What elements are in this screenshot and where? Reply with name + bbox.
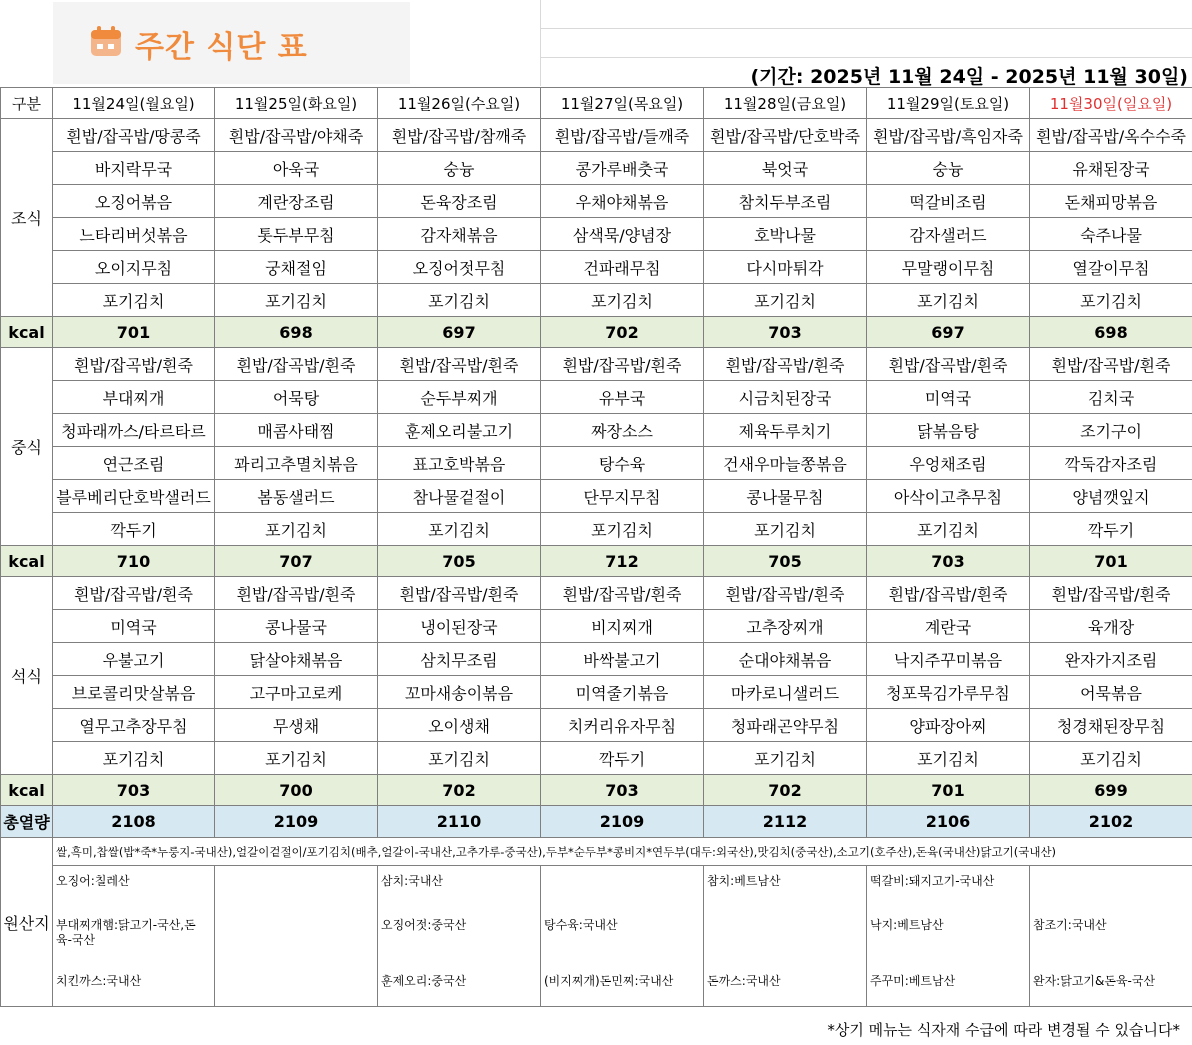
menu-item: 포기김치 (704, 513, 867, 546)
kcal-value: 697 (378, 317, 541, 348)
menu-item: 흰밥/잡곡밥/흰죽 (1030, 348, 1192, 381)
dinner-row (1, 676, 1192, 709)
menu-item: 완자가지조림 (1030, 643, 1192, 676)
breakfast-label: 조식 (1, 119, 53, 317)
menu-item: 삼치무조림 (378, 643, 541, 676)
origin-item: 부대찌개햄:닭고기-국산,돈육-국산 (56, 918, 196, 947)
menu-item: 흰밥/잡곡밥/단호박죽 (704, 119, 867, 152)
menu-item: 닭살야채볶음 (215, 643, 378, 676)
menu-item: 흰밥/잡곡밥/흰죽 (378, 577, 541, 610)
logo-banner (53, 2, 410, 84)
menu-item: 청포묵김가루무침 (867, 676, 1030, 709)
origin-common-row (1, 838, 1192, 866)
kcal-label: kcal (1, 775, 53, 806)
lunch-row (1, 447, 1192, 480)
menu-item: 블루베리단호박샐러드 (53, 480, 215, 513)
menu-item: 양파장아찌 (867, 709, 1030, 742)
kcal-value: 701 (53, 317, 215, 348)
menu-item: 깍두기 (1030, 513, 1192, 546)
menu-item: 청파래까스/타르타르 (53, 414, 215, 447)
menu-item: 톳두부무침 (215, 218, 378, 251)
menu-item: 오이지무침 (53, 251, 215, 284)
menu-item: 포기김치 (378, 742, 541, 775)
menu-item: 짜장소스 (541, 414, 704, 447)
menu-item: 흰밥/잡곡밥/들깨죽 (541, 119, 704, 152)
kcal-value: 698 (215, 317, 378, 348)
total-value: 2109 (215, 806, 378, 838)
menu-item: 콩나물무침 (704, 480, 867, 513)
menu-item: 미역국 (867, 381, 1030, 414)
menu-item: 어묵볶음 (1030, 676, 1192, 709)
lunch-label: 중식 (1, 348, 53, 546)
kcal-value: 701 (867, 775, 1030, 806)
menu-item: 바지락무국 (53, 152, 215, 185)
menu-item: 포기김치 (215, 284, 378, 317)
menu-item: 흰밥/잡곡밥/흰죽 (704, 348, 867, 381)
menu-item: 흰밥/잡곡밥/땅콩죽 (53, 119, 215, 152)
origin-days-row (1, 866, 1192, 1007)
origin-item: (비지찌개)돈민찌:국내산 (544, 974, 674, 988)
menu-item: 느타리버섯볶음 (53, 218, 215, 251)
breakfast-row (1, 152, 1192, 185)
menu-item: 육개장 (1030, 610, 1192, 643)
menu-item: 포기김치 (53, 742, 215, 775)
kcal-value: 703 (541, 775, 704, 806)
menu-item: 꼬마새송이볶음 (378, 676, 541, 709)
menu-item: 닭볶음탕 (867, 414, 1030, 447)
menu-item: 바싹불고기 (541, 643, 704, 676)
menu-item: 우채야채볶음 (541, 185, 704, 218)
menu-item: 북엇국 (704, 152, 867, 185)
day-header: 11월26일(수요일) (378, 88, 541, 119)
menu-item: 흰밥/잡곡밥/흰죽 (53, 577, 215, 610)
breakfast-row (1, 119, 1192, 152)
kcal-label: kcal (1, 546, 53, 577)
menu-item: 돈채피망볶음 (1030, 185, 1192, 218)
menu-item: 흰밥/잡곡밥/흰죽 (53, 348, 215, 381)
calendar-icon (89, 24, 123, 58)
menu-item: 치커리유자무침 (541, 709, 704, 742)
menu-item: 떡갈비조림 (867, 185, 1030, 218)
menu-item: 참치두부조림 (704, 185, 867, 218)
origin-item: 삼치:국내산 (381, 874, 444, 888)
day-header: 11월27일(목요일) (541, 88, 704, 119)
dinner-row (1, 610, 1192, 643)
menu-item: 콩가루배춧국 (541, 152, 704, 185)
menu-item: 숭늉 (378, 152, 541, 185)
menu-item: 깍두기 (541, 742, 704, 775)
origin-day-cell (704, 866, 867, 1007)
day-header: 11월25일(화요일) (215, 88, 378, 119)
lunch-row (1, 414, 1192, 447)
menu-item: 고추장찌개 (704, 610, 867, 643)
menu-item: 우엉채조림 (867, 447, 1030, 480)
total-value: 2102 (1030, 806, 1192, 838)
menu-item: 청파래곤약무침 (704, 709, 867, 742)
kcal-value: 698 (1030, 317, 1192, 348)
origin-item: 주꾸미:베트남산 (870, 974, 956, 988)
kcal-value: 703 (53, 775, 215, 806)
menu-item: 부대찌개 (53, 381, 215, 414)
menu-item: 계란장조림 (215, 185, 378, 218)
menu-item: 포기김치 (215, 513, 378, 546)
menu-item: 포기김치 (215, 742, 378, 775)
kcal-value: 712 (541, 546, 704, 577)
menu-item: 무생채 (215, 709, 378, 742)
menu-item: 고구마고로케 (215, 676, 378, 709)
menu-item: 어묵탕 (215, 381, 378, 414)
breakfast-row (1, 251, 1192, 284)
period-label: (기간: 2025년 11월 24일 - 2025년 11월 30일) (750, 66, 1188, 88)
day-header-sunday: 11월30일(일요일) (1030, 88, 1192, 119)
menu-item: 흰밥/잡곡밥/흰죽 (704, 577, 867, 610)
footer-note: *상기 메뉴는 식자재 수급에 따라 변경될 수 있습니다* (827, 1021, 1180, 1039)
menu-item: 매콤사태찜 (215, 414, 378, 447)
menu-item: 순대야채볶음 (704, 643, 867, 676)
total-value: 2108 (53, 806, 215, 838)
kcal-value: 700 (215, 775, 378, 806)
dinner-row (1, 709, 1192, 742)
menu-item: 포기김치 (378, 284, 541, 317)
page-title: 주간 식단 표 (135, 30, 308, 65)
kcal-value: 705 (704, 546, 867, 577)
dinner-row (1, 742, 1192, 775)
menu-item: 포기김치 (867, 742, 1030, 775)
menu-item: 표고호박볶음 (378, 447, 541, 480)
menu-item: 호박나물 (704, 218, 867, 251)
origin-day-cell (215, 866, 378, 1007)
kcal-value: 703 (867, 546, 1030, 577)
lunch-row (1, 480, 1192, 513)
origin-day-cell (378, 866, 541, 1007)
menu-item: 미역국 (53, 610, 215, 643)
total-label: 총열량 (1, 806, 53, 838)
menu-item: 흰밥/잡곡밥/흰죽 (215, 577, 378, 610)
menu-item: 포기김치 (541, 284, 704, 317)
menu-item: 오징어젓무침 (378, 251, 541, 284)
menu-item: 포기김치 (704, 742, 867, 775)
total-value: 2110 (378, 806, 541, 838)
menu-item: 청경채된장무침 (1030, 709, 1192, 742)
menu-item: 계란국 (867, 610, 1030, 643)
menu-item: 포기김치 (1030, 742, 1192, 775)
origin-day-cell (867, 866, 1030, 1007)
menu-item: 흰밥/잡곡밥/흰죽 (541, 348, 704, 381)
menu-item: 훈제오리불고기 (378, 414, 541, 447)
menu-item: 유부국 (541, 381, 704, 414)
dinner-kcal-row (1, 775, 1192, 806)
menu-item: 돈육장조림 (378, 185, 541, 218)
menu-item: 감자샐러드 (867, 218, 1030, 251)
origin-item: 치킨까스:국내산 (56, 974, 142, 988)
menu-item: 흰밥/잡곡밥/흰죽 (867, 348, 1030, 381)
origin-item: 참치:베트남산 (707, 874, 781, 888)
menu-item: 열무고추장무침 (53, 709, 215, 742)
menu-item: 건파래무침 (541, 251, 704, 284)
menu-item: 무말랭이무침 (867, 251, 1030, 284)
menu-item: 아욱국 (215, 152, 378, 185)
menu-item: 단무지무침 (541, 480, 704, 513)
kcal-value: 701 (1030, 546, 1192, 577)
day-header: 11월28일(금요일) (704, 88, 867, 119)
breakfast-kcal-row (1, 317, 1192, 348)
menu-item: 흰밥/잡곡밥/흑임자죽 (867, 119, 1030, 152)
menu-item: 깍둑감자조림 (1030, 447, 1192, 480)
menu-item: 다시마튀각 (704, 251, 867, 284)
kcal-value: 702 (541, 317, 704, 348)
menu-item: 열갈이무침 (1030, 251, 1192, 284)
breakfast-row (1, 185, 1192, 218)
menu-item: 연근조림 (53, 447, 215, 480)
lunch-kcal-row (1, 546, 1192, 577)
menu-item: 삼색묵/양념장 (541, 218, 704, 251)
kcal-value: 697 (867, 317, 1030, 348)
menu-item: 흰밥/잡곡밥/흰죽 (378, 348, 541, 381)
menu-item: 우불고기 (53, 643, 215, 676)
category-label: 구분 (1, 88, 53, 119)
menu-item: 흰밥/잡곡밥/옥수수죽 (1030, 119, 1192, 152)
menu-item: 참나물겉절이 (378, 480, 541, 513)
menu-item: 흰밥/잡곡밥/흰죽 (541, 577, 704, 610)
menu-item: 포기김치 (53, 284, 215, 317)
header-row (1, 88, 1192, 119)
menu-item: 흰밥/잡곡밥/흰죽 (215, 348, 378, 381)
menu-item: 오징어볶음 (53, 185, 215, 218)
origin-item: 완자:닭고기&돈육-국산 (1033, 974, 1156, 988)
lunch-row (1, 381, 1192, 414)
kcal-label: kcal (1, 317, 53, 348)
menu-item: 냉이된장국 (378, 610, 541, 643)
origin-day-cell (1030, 866, 1192, 1007)
dinner-label: 석식 (1, 577, 53, 775)
menu-item: 흰밥/잡곡밥/흰죽 (867, 577, 1030, 610)
menu-item: 꽈리고추멸치볶음 (215, 447, 378, 480)
menu-item: 포기김치 (378, 513, 541, 546)
total-value: 2109 (541, 806, 704, 838)
menu-table (0, 87, 1192, 1007)
kcal-value: 710 (53, 546, 215, 577)
day-header: 11월24일(월요일) (53, 88, 215, 119)
kcal-value: 705 (378, 546, 541, 577)
origin-item: 오징어젓:중국산 (381, 918, 467, 932)
lunch-row (1, 513, 1192, 546)
origin-label: 원산지 (1, 838, 53, 1007)
total-row (1, 806, 1192, 838)
menu-item: 김치국 (1030, 381, 1192, 414)
dinner-row (1, 577, 1192, 610)
breakfast-row (1, 284, 1192, 317)
origin-item: 낙지:베트남산 (870, 918, 944, 932)
menu-item: 아삭이고추무침 (867, 480, 1030, 513)
menu-item: 순두부찌개 (378, 381, 541, 414)
breakfast-row (1, 218, 1192, 251)
origin-item: 오징어:칠레산 (56, 874, 130, 888)
menu-item: 포기김치 (541, 513, 704, 546)
menu-item: 포기김치 (867, 284, 1030, 317)
origin-item: 참조기:국내산 (1033, 918, 1107, 932)
menu-item: 포기김치 (1030, 284, 1192, 317)
menu-item: 낙지주꾸미볶음 (867, 643, 1030, 676)
origin-item: 돈까스:국내산 (707, 974, 781, 988)
kcal-value: 703 (704, 317, 867, 348)
menu-item: 흰밥/잡곡밥/흰죽 (1030, 577, 1192, 610)
lunch-row (1, 348, 1192, 381)
menu-item: 숭늉 (867, 152, 1030, 185)
total-value: 2112 (704, 806, 867, 838)
kcal-value: 702 (378, 775, 541, 806)
menu-item: 건새우마늘쫑볶음 (704, 447, 867, 480)
origin-item: 떡갈비:돼지고기-국내산 (870, 874, 995, 888)
origin-common-text: 쌀,흑미,찹쌀(밥*죽*누룽지-국내산),얼갈이겉절이/포기김치(배추,얼갈이-국내산,고추가루-중국산),두부*순두부*콩비지*연두부(대두:외국산),맛김치(중국산),소고기(호주산),돈육(국내산)닭고기(국내산) (53, 838, 1192, 866)
menu-item: 감자채볶음 (378, 218, 541, 251)
menu-item: 콩나물국 (215, 610, 378, 643)
day-header: 11월29일(토요일) (867, 88, 1030, 119)
menu-item: 봄동샐러드 (215, 480, 378, 513)
menu-item: 조기구이 (1030, 414, 1192, 447)
menu-item: 오이생채 (378, 709, 541, 742)
origin-day-cell (541, 866, 704, 1007)
menu-item: 탕수육 (541, 447, 704, 480)
menu-item: 흰밥/잡곡밥/야채죽 (215, 119, 378, 152)
menu-item: 제육두루치기 (704, 414, 867, 447)
menu-item: 흰밥/잡곡밥/참깨죽 (378, 119, 541, 152)
origin-day-cell (53, 866, 215, 1007)
kcal-value: 702 (704, 775, 867, 806)
menu-item: 비지찌개 (541, 610, 704, 643)
origin-item: 훈제오리:중국산 (381, 974, 467, 988)
menu-item: 양념깻잎지 (1030, 480, 1192, 513)
menu-item: 유채된장국 (1030, 152, 1192, 185)
menu-item: 궁채절임 (215, 251, 378, 284)
menu-item: 시금치된장국 (704, 381, 867, 414)
menu-item: 포기김치 (867, 513, 1030, 546)
kcal-value: 699 (1030, 775, 1192, 806)
dinner-row (1, 643, 1192, 676)
menu-item: 브로콜리맛살볶음 (53, 676, 215, 709)
menu-item: 깍두기 (53, 513, 215, 546)
menu-item: 마카로니샐러드 (704, 676, 867, 709)
total-value: 2106 (867, 806, 1030, 838)
menu-item: 미역줄기볶음 (541, 676, 704, 709)
kcal-value: 707 (215, 546, 378, 577)
menu-item: 숙주나물 (1030, 218, 1192, 251)
origin-item: 탕수육:국내산 (544, 918, 618, 932)
menu-item: 포기김치 (704, 284, 867, 317)
